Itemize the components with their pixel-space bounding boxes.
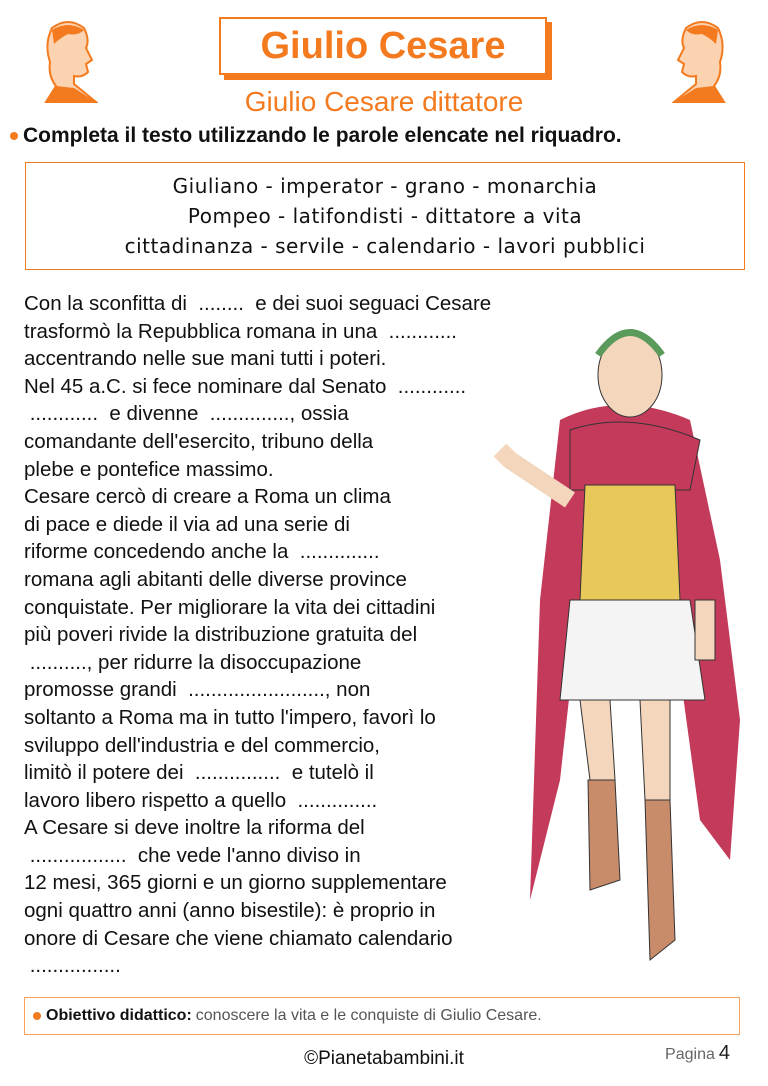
word-bank-line: cittadinanza - servile - calendario - lavori pubblici <box>124 234 646 258</box>
text-line: ............ e divenne .............., ossia <box>24 402 349 426</box>
page-indicator <box>665 1042 730 1065</box>
text-line: Cesare cercò di creare a Roma un clima <box>24 485 391 509</box>
text-line: limitò il potere dei ............... e tutelò il <box>24 761 374 785</box>
learning-objective <box>24 997 740 1035</box>
text-line: ................. che vede l'anno diviso in <box>24 843 361 867</box>
exercise-text <box>24 290 491 980</box>
word-bank <box>25 162 745 270</box>
text-line: Nel 45 a.C. si fece nominare dal Senato ............ <box>24 374 467 398</box>
text-line: ................ <box>24 954 121 978</box>
caesar-illustration <box>470 300 760 990</box>
page-title: Giulio Cesare <box>260 24 506 67</box>
word-bank-line: Pompeo - latifondisti - dittatore a vita <box>187 204 583 228</box>
text-line: accentrando nelle sue mani tutti i poteri. <box>24 347 387 371</box>
text-line: onore di Cesare che viene chiamato calendario <box>24 926 453 950</box>
text-line: di pace e diede il via ad una serie di <box>24 512 350 536</box>
text-line: promosse grandi ........................, non <box>24 678 371 702</box>
text-line: soltanto a Roma ma in tutto l'impero, favorì lo <box>24 705 436 729</box>
bullet-icon <box>10 132 18 140</box>
objective-text: conoscere la vita e le conquiste di Giulio Cesare. <box>195 1007 542 1024</box>
word-bank-line: Giuliano - imperator - grano - monarchia <box>172 174 598 198</box>
text-line: più poveri rivide la distribuzione gratuita del <box>24 623 418 647</box>
text-line: comandante dell'esercito, tribuno della <box>24 429 374 453</box>
text-line: riforme concedendo anche la .............. <box>24 540 380 564</box>
text-line: .........., per ridurre la disoccupazione <box>24 650 362 674</box>
text-line: A Cesare si deve inoltre la riforma del <box>24 816 365 840</box>
text-line: plebe e pontefice massimo. <box>24 457 274 481</box>
objective-label: Obiettivo didattico: <box>46 1007 192 1024</box>
page-number: 4 <box>718 1042 730 1064</box>
text-line: Con la sconfitta di ........ e dei suoi seguaci Cesare <box>24 292 492 315</box>
text-line: ogni quattro anni (anno bisestile): è proprio in <box>24 899 436 923</box>
text-line: romana agli abitanti delle diverse province <box>24 567 407 591</box>
copyright: ©Pianetabambini.it <box>304 1048 464 1069</box>
text-line: sviluppo dell'industria e del commercio, <box>24 733 380 757</box>
text-line: 12 mesi, 365 giorni e un giorno supplementare <box>24 871 447 895</box>
text-line: lavoro libero rispetto a quello .............. <box>24 788 378 812</box>
text-line: trasformò la Repubblica romana in una ............ <box>24 319 457 343</box>
instruction-text: Completa il testo utilizzando le parole elencate nel riquadro. <box>23 124 622 147</box>
instruction <box>10 124 622 148</box>
page-label: Pagina <box>665 1046 715 1063</box>
bullet-icon <box>33 1012 41 1020</box>
page-subtitle: Giulio Cesare dittatore <box>244 86 524 117</box>
text-line: conquistate. Per migliorare la vita dei cittadini <box>24 595 436 619</box>
title-box <box>219 17 547 75</box>
